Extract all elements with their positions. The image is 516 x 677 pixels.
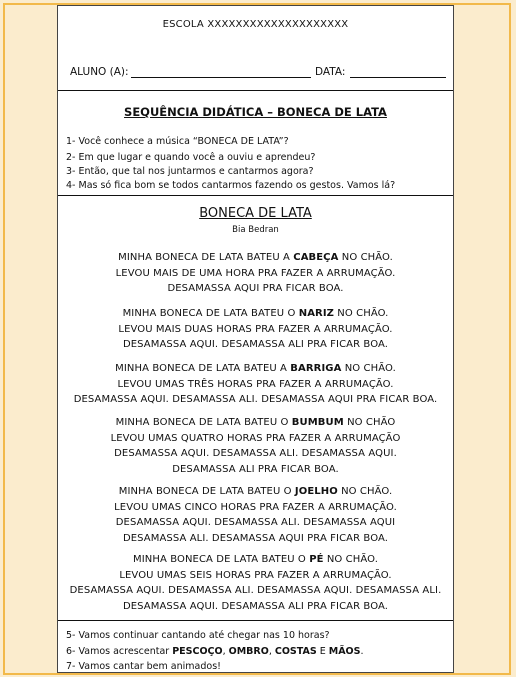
- lyric-line: [58, 448, 453, 459]
- song-title: BONECA DE LATA: [199, 206, 312, 221]
- lyric-line: [58, 252, 453, 263]
- lyric-text: MINHA BONECA DE LATA BATEU A: [118, 252, 294, 263]
- student-name-line[interactable]: [131, 77, 311, 78]
- lyric-line: [58, 464, 453, 475]
- question-6: 6- Vamos acrescentar PESCOÇO, OMBRO, COSTAS E MÃOS.: [66, 646, 364, 657]
- lyric-line: [58, 283, 453, 294]
- divider: [58, 195, 453, 196]
- body-part-word: NARIZ: [298, 308, 335, 319]
- lyric-text: NO CHÃO.: [337, 486, 393, 497]
- lyric-text: NO CHÃO.: [323, 554, 378, 565]
- lyric-line: [58, 379, 453, 390]
- question-2: 2- Em que lugar e quando você a ouviu e aprendeu?: [66, 152, 316, 163]
- lyric-text: DESAMASSA ALI PRA FICAR BOA.: [172, 463, 339, 475]
- divider: [58, 620, 453, 621]
- lyric-line: [58, 324, 453, 335]
- lyric-text: MINHA BONECA DE LATA BATEU O: [118, 486, 295, 497]
- school-name: ESCOLA XXXXXXXXXXXXXXXXXXXX: [162, 19, 349, 30]
- lyric-line: [58, 502, 453, 513]
- lyric-line: [58, 339, 453, 350]
- lyric-text: DESAMASSA AQUI. DESAMASSA ALI. DESAMASSA AQUI PRA FICAR BOA.: [73, 394, 438, 405]
- lyric-line: [58, 308, 453, 319]
- lyric-line: [58, 417, 453, 428]
- question-4: 4- Mas só fica bom se todos cantarmos fazendo os gestos. Vamos lá?: [66, 180, 396, 191]
- lyric-line: [58, 554, 453, 565]
- lyric-text: MINHA BONECA DE LATA BATEU A: [115, 363, 291, 374]
- song-author: Bia Bedran: [232, 225, 279, 235]
- lyric-text: LEVOU UMAS TRÊS HORAS PRA FAZER A ARRUMAÇÃO.: [117, 378, 394, 390]
- lyric-text: DESAMASSA AQUI PRA FICAR BOA.: [167, 283, 344, 294]
- lyric-text: LEVOU MAIS DE UMA HORA PRA FAZER A ARRUMAÇÃO.: [115, 267, 396, 279]
- lyric-text: LEVOU UMAS QUATRO HORAS PRA FAZER A ARRUMAÇÃO: [110, 432, 401, 444]
- lyric-line: [58, 433, 453, 444]
- lyric-text: MINHA BONECA DE LATA BATEU O: [133, 554, 310, 565]
- lyric-line: [58, 570, 453, 581]
- lyric-line: [58, 517, 453, 528]
- lyric-text: NO CHÃO.: [334, 308, 389, 319]
- body-part-word: CABEÇA: [293, 252, 339, 263]
- date-label: DATA:: [315, 66, 346, 78]
- worksheet: [57, 5, 454, 673]
- lyric-line: [58, 585, 453, 596]
- lyric-text: NO CHÃO.: [341, 363, 396, 374]
- divider: [58, 90, 453, 91]
- lyric-line: [58, 268, 453, 279]
- lyric-line: [58, 533, 453, 544]
- lyric-line: [58, 363, 453, 374]
- body-part-word: JOELHO: [294, 486, 338, 497]
- lyric-line: [58, 394, 453, 405]
- body-part-word: BARRIGA: [290, 363, 342, 374]
- lyric-text: DESAMASSA AQUI. DESAMASSA ALI PRA FICAR BOA.: [122, 600, 389, 612]
- lyric-text: MINHA BONECA DE LATA BATEU O: [115, 417, 292, 428]
- lyric-line: [58, 601, 453, 612]
- lyric-text: LEVOU UMAS CINCO HORAS PRA FAZER A ARRUMAÇÃO.: [114, 501, 397, 513]
- lyric-text: DESAMASSA AQUI. DESAMASSA ALI. DESAMASSA AQUI.: [114, 448, 397, 459]
- body-part-word: BUMBUM: [291, 417, 344, 428]
- question-3: 3- Então, que tal nos juntarmos e cantarmos agora?: [66, 166, 314, 177]
- lyric-text: MINHA BONECA DE LATA BATEU O: [122, 308, 299, 319]
- date-line[interactable]: [350, 77, 446, 78]
- question-1: 1- Você conhece a música “BONECA DE LATA”?: [66, 136, 289, 147]
- lyric-text: NO CHÃO.: [338, 252, 393, 263]
- lyric-text: LEVOU UMAS SEIS HORAS PRA FAZER A ARRUMAÇÃO.: [119, 569, 392, 581]
- question-5: 5- Vamos continuar cantando até chegar nas 10 horas?: [66, 630, 330, 641]
- lyric-text: DESAMASSA AQUI. DESAMASSA ALI. DESAMASSA AQUI. DESAMASSA ALI.: [69, 585, 442, 596]
- body-part-word: PÉ: [309, 554, 324, 565]
- lyric-text: LEVOU MAIS DUAS HORAS PRA FAZER A ARRUMAÇÃO.: [118, 323, 393, 335]
- lyric-text: DESAMASSA ALI. DESAMASSA AQUI PRA FICAR BOA.: [122, 532, 389, 544]
- sequence-title: SEQUÊNCIA DIDÁTICA – BONECA DE LATA: [124, 105, 387, 119]
- student-label: ALUNO (A):: [70, 66, 129, 78]
- lyric-text: DESAMASSA AQUI. DESAMASSA ALI. DESAMASSA AQUI: [115, 517, 396, 528]
- lyric-text: DESAMASSA AQUI. DESAMASSA ALI PRA FICAR BOA.: [122, 339, 389, 350]
- lyric-line: [58, 486, 453, 497]
- question-7: 7- Vamos cantar bem animados!: [66, 661, 221, 672]
- lyric-text: NO CHÃO: [343, 417, 396, 428]
